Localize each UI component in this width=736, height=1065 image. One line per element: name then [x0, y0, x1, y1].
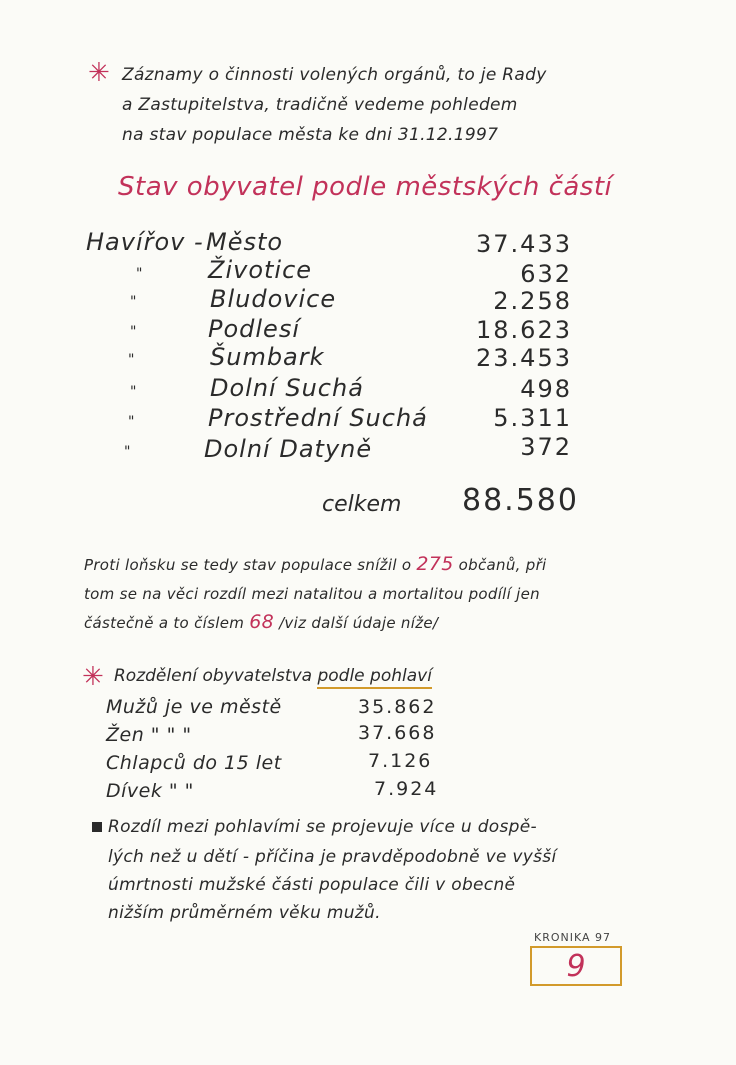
- summary-text: částečně a to číslem: [84, 614, 245, 632]
- sex-value: 37.668: [358, 722, 437, 744]
- ditto-mark: ": [128, 414, 135, 430]
- district-name: Životice: [208, 256, 313, 284]
- sex-label: Mužů je ve městě: [106, 696, 282, 718]
- district-value: 498: [520, 375, 572, 403]
- section-title: Stav obyvatel podle městských částí: [118, 172, 613, 202]
- summary-line-2: tom se na věci rozdíl mezi natalitou a mortalitou podílí jen: [84, 585, 540, 603]
- total-label: celkem: [322, 492, 402, 517]
- chronicle-label: KRONIKA 97: [534, 931, 612, 944]
- page-number: 9: [566, 949, 586, 984]
- natural-change-number: 68: [249, 611, 274, 633]
- ditto-mark: ": [136, 266, 143, 282]
- sex-title-underlined: podle pohlaví: [317, 666, 431, 689]
- district-name: Prostřední Suchá: [208, 404, 428, 432]
- intro-line-1: Záznamy o činnosti volených orgánů, to je Rady: [122, 65, 547, 85]
- summary-text: Proti loňsku se tedy stav populace snížil o: [84, 556, 412, 574]
- summary-line-1: [84, 548, 547, 581]
- district-value: 23.453: [476, 344, 572, 372]
- note-line-2: lých než u dětí - příčina je pravděpodobně ve vyšší: [108, 847, 557, 867]
- sex-label: Dívek " ": [106, 780, 194, 802]
- district-value: 2.258: [493, 287, 572, 315]
- district-name: Šumbark: [210, 343, 325, 371]
- summary-line-3: [84, 606, 438, 639]
- district-name: Dolní Datyně: [204, 435, 373, 463]
- ditto-mark: ": [130, 324, 137, 340]
- sex-value: 7.126: [368, 750, 433, 772]
- note-text: Rozdíl mezi pohlavími se projevuje více u dospě-: [108, 817, 537, 837]
- sex-value: 35.862: [358, 696, 437, 718]
- note-line-4: nižším průměrném věku mužů.: [108, 903, 381, 923]
- district-value: 632: [520, 260, 572, 288]
- ditto-mark: ": [124, 444, 131, 460]
- district-name: Dolní Suchá: [210, 374, 364, 402]
- district-value: 18.623: [476, 316, 572, 344]
- sex-title-part: Rozdělení obyvatelstva: [114, 666, 313, 686]
- asterisk-icon: ✳: [88, 58, 110, 88]
- district-name: Podlesí: [208, 315, 300, 343]
- note-line-3: úmrtnosti mužské části populace čili v obecně: [108, 875, 516, 895]
- page-number-box: [530, 946, 622, 986]
- ditto-mark: ": [130, 384, 137, 400]
- district-value: 372: [520, 433, 572, 461]
- sex-value: 7.924: [374, 778, 439, 800]
- district-value: 5.311: [493, 404, 572, 432]
- sex-section-title: [114, 666, 432, 686]
- district-value: 37.433: [476, 230, 572, 258]
- sex-label: Žen " " ": [106, 724, 192, 746]
- intro-line-2: a Zastupitelstva, tradičně vedeme pohledem: [122, 95, 518, 115]
- district-name: Bludovice: [210, 285, 337, 313]
- city-prefix: Havířov -: [86, 228, 204, 256]
- intro-line-3: na stav populace města ke dni 31.12.1997: [122, 125, 499, 145]
- decrease-number: 275: [416, 553, 454, 575]
- summary-text: občanů, při: [458, 556, 547, 574]
- total-value: 88.580: [462, 483, 579, 518]
- summary-text: /viz další údaje níže/: [279, 614, 439, 632]
- ditto-mark: ": [128, 352, 135, 368]
- asterisk-icon: ✳: [82, 662, 104, 692]
- bullet-icon: [92, 822, 102, 832]
- note-line-1: [92, 812, 537, 842]
- ditto-mark: ": [130, 294, 137, 310]
- district-name: Město: [206, 228, 284, 256]
- sex-label: Chlapců do 15 let: [106, 752, 282, 774]
